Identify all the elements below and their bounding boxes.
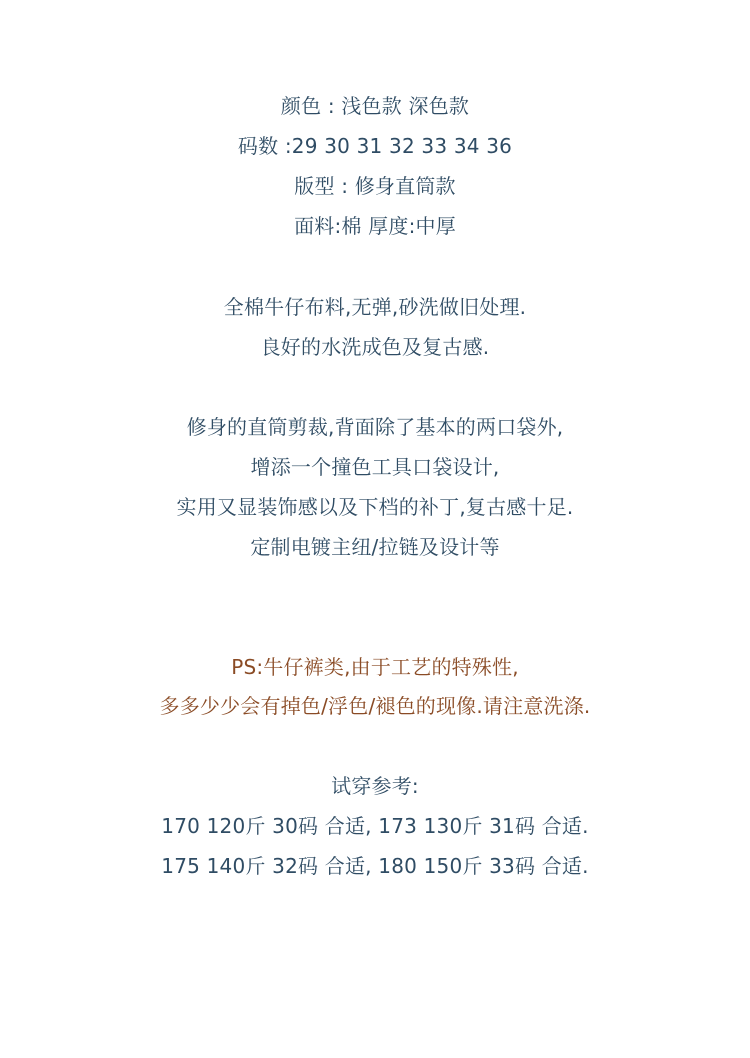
size-spec-line: 码数 :29 30 31 32 33 34 36 [237, 134, 513, 158]
fitting-reference-line-1: 170 120斤 30码 合适, 173 130斤 31码 合适. [161, 814, 589, 838]
notice-line-2: 多多少少会有掉色/浮色/褪色的现像.请注意洗涤. [159, 694, 591, 718]
design-description-line-1: 修身的直筒剪裁,背面除了基本的两口袋外, [186, 415, 564, 439]
fabric-description-line-2: 良好的水洗成色及复古感. [260, 335, 490, 359]
fitting-reference-title: 试穿参考: [331, 774, 419, 798]
design-description-line-2: 增添一个撞色工具口袋设计, [250, 455, 500, 479]
fit-spec-line: 版型 : 修身直筒款 [294, 174, 456, 198]
fitting-reference-line-2: 175 140斤 32码 合适, 180 150斤 33码 合适. [161, 854, 589, 878]
color-spec-line: 颜色 : 浅色款 深色款 [280, 94, 470, 118]
fabric-spec-line: 面料:棉 厚度:中厚 [294, 214, 456, 238]
notice-line-1: PS:牛仔裤类,由于工艺的特殊性, [231, 655, 519, 679]
fabric-description-line-1: 全棉牛仔布料,无弹,砂洗做旧处理. [223, 295, 527, 319]
design-description-line-4: 定制电镀主纽/拉链及设计等 [250, 535, 500, 559]
design-description-line-3: 实用又显装饰感以及下档的补丁,复古感十足. [176, 495, 574, 519]
